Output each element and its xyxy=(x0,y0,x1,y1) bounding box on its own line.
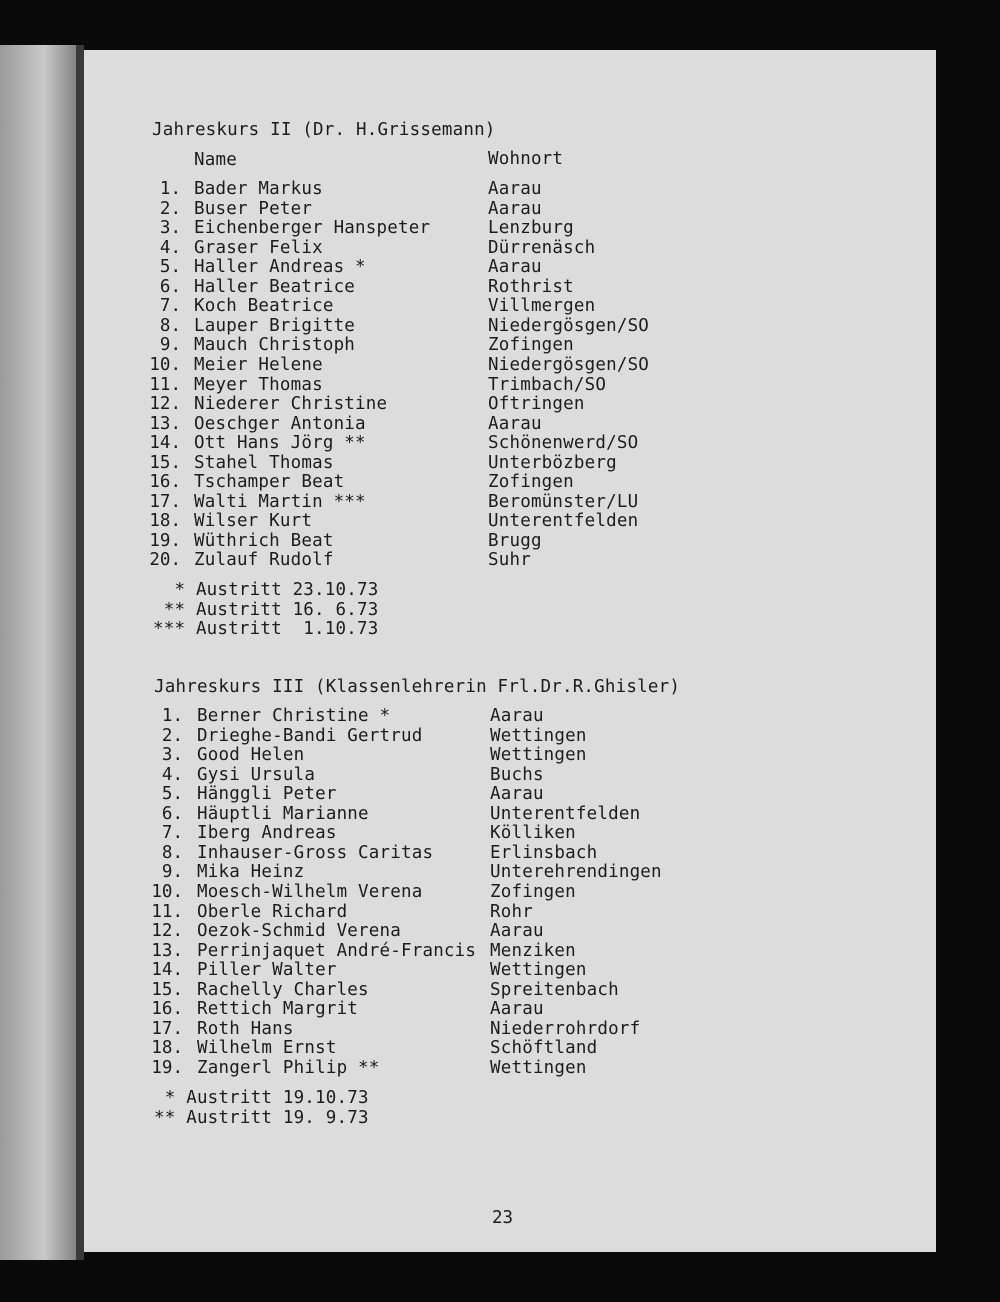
student-name: Wüthrich Beat xyxy=(194,530,334,551)
row-number: 20. xyxy=(149,550,181,571)
student-name: Good Helen xyxy=(197,745,305,766)
student-name: Haller Beatrice xyxy=(194,276,356,297)
row-number: 18. xyxy=(151,1038,183,1059)
student-residence: Zofingen xyxy=(488,335,574,356)
student-residence: Brugg xyxy=(488,530,542,551)
row-number: 11. xyxy=(151,901,183,922)
column-header-name: Name xyxy=(194,150,237,170)
student-name: Inhauser-Gross Caritas xyxy=(197,842,434,863)
student-residence: Zofingen xyxy=(490,881,576,902)
row-number: 19. xyxy=(151,1057,183,1078)
student-residence: Unterentfelden xyxy=(490,803,641,824)
student-residence: Aarau xyxy=(488,257,542,278)
student-name: Haller Andreas * xyxy=(194,257,366,278)
student-name: Mauch Christoph xyxy=(194,335,356,356)
row-number: 13. xyxy=(151,940,183,961)
student-name: Koch Beatrice xyxy=(194,296,334,317)
student-name: Wilser Kurt xyxy=(194,511,313,532)
row-number: 9. xyxy=(159,335,181,356)
student-name: Wilhelm Ernst xyxy=(197,1038,337,1059)
student-name: Drieghe-Bandi Gertrud xyxy=(197,725,423,746)
student-residence: Aarau xyxy=(490,999,544,1020)
student-name: Perrinjaquet André-Francis xyxy=(197,940,477,961)
student-residence: Wettingen xyxy=(490,960,587,981)
student-residence: Zofingen xyxy=(488,472,574,493)
student-residence: Aarau xyxy=(488,198,542,219)
student-residence: Niedergösgen/SO xyxy=(488,315,650,336)
row-number: 2. xyxy=(161,725,183,746)
student-name: Zangerl Philip ** xyxy=(197,1057,380,1078)
row-number: 4. xyxy=(159,237,181,258)
student-residence: Spreitenbach xyxy=(490,979,619,1000)
student-name: Buser Peter xyxy=(194,198,313,219)
footnote: ** Austritt 19. 9.73 xyxy=(154,1107,369,1128)
student-residence: Wettingen xyxy=(490,1057,587,1078)
student-name: Oezok-Schmid Verena xyxy=(197,921,401,942)
row-number: 17. xyxy=(151,1018,183,1039)
student-name: Walti Martin *** xyxy=(194,491,366,512)
student-name: Eichenberger Hanspeter xyxy=(194,218,431,239)
row-number: 14. xyxy=(151,960,183,981)
student-name: Meier Helene xyxy=(194,354,323,375)
student-residence: Unterentfelden xyxy=(488,511,639,532)
section2-title: Jahreskurs III (Klassenlehrerin Frl.Dr.R.Ghisler) xyxy=(154,677,681,697)
row-number: 2. xyxy=(159,198,181,219)
student-name: Ott Hans Jörg ** xyxy=(194,433,366,454)
student-name: Zulauf Rudolf xyxy=(194,550,334,571)
student-residence: Rohr xyxy=(490,901,533,922)
student-name: Piller Walter xyxy=(197,960,337,981)
student-name: Rettich Margrit xyxy=(197,999,359,1020)
student-residence: Wettingen xyxy=(490,745,587,766)
row-number: 1. xyxy=(161,706,183,726)
student-name: Moesch-Wilhelm Verena xyxy=(197,881,423,902)
student-name: Lauper Brigitte xyxy=(194,315,356,336)
student-name: Roth Hans xyxy=(197,1018,294,1039)
student-residence: Niederrohrdorf xyxy=(490,1018,641,1039)
row-number: 12. xyxy=(151,921,183,942)
student-residence: Aarau xyxy=(488,413,542,434)
row-number: 6. xyxy=(161,803,183,824)
student-name: Oberle Richard xyxy=(197,901,348,922)
footnote: ** Austritt 16. 6.73 xyxy=(153,599,379,620)
row-number: 3. xyxy=(159,218,181,239)
document-page xyxy=(84,50,936,1252)
row-number: 4. xyxy=(161,764,183,785)
student-residence: Rothrist xyxy=(488,276,574,297)
row-number: 5. xyxy=(161,784,183,805)
student-name: Häuptli Marianne xyxy=(197,803,369,824)
row-number: 16. xyxy=(151,999,183,1020)
row-number: 18. xyxy=(149,511,181,532)
row-number: 7. xyxy=(161,823,183,844)
student-residence: Aarau xyxy=(490,784,544,805)
student-name: Tschamper Beat xyxy=(194,472,345,493)
student-residence: Aarau xyxy=(490,706,544,726)
student-residence: Beromünster/LU xyxy=(488,491,639,512)
row-number: 6. xyxy=(159,276,181,297)
student-residence: Unterbözberg xyxy=(488,452,617,473)
student-name: Iberg Andreas xyxy=(197,823,337,844)
student-residence: Oftringen xyxy=(488,394,585,415)
row-number: 7. xyxy=(159,296,181,317)
student-name: Berner Christine * xyxy=(197,706,391,726)
student-residence: Aarau xyxy=(490,921,544,942)
row-number: 16. xyxy=(149,472,181,493)
student-residence: Erlinsbach xyxy=(490,842,598,863)
row-number: 10. xyxy=(151,881,183,902)
row-number: 15. xyxy=(149,452,181,473)
footnote: *** Austritt 1.10.73 xyxy=(153,619,379,639)
section1-title: Jahreskurs II (Dr. H.Grissemann) xyxy=(152,120,496,140)
row-number: 13. xyxy=(149,413,181,434)
student-residence: Unterehrendingen xyxy=(490,862,662,883)
row-number: 15. xyxy=(151,979,183,1000)
student-name: Bader Markus xyxy=(194,179,323,199)
student-residence: Aarau xyxy=(488,179,542,199)
row-number: 11. xyxy=(149,374,181,395)
student-residence: Trimbach/SO xyxy=(488,374,607,395)
student-name: Hänggli Peter xyxy=(197,784,337,805)
student-residence: Suhr xyxy=(488,550,531,571)
row-number: 1. xyxy=(159,179,181,199)
footnote: * Austritt 19.10.73 xyxy=(154,1088,369,1108)
row-number: 3. xyxy=(161,745,183,766)
student-name: Gysi Ursula xyxy=(197,764,316,785)
row-number: 8. xyxy=(159,315,181,336)
student-residence: Schönenwerd/SO xyxy=(488,433,639,454)
row-number: 5. xyxy=(159,257,181,278)
row-number: 17. xyxy=(149,491,181,512)
student-residence: Lenzburg xyxy=(488,218,574,239)
row-number: 8. xyxy=(161,842,183,863)
row-number: 12. xyxy=(149,394,181,415)
student-name: Niederer Christine xyxy=(194,394,388,415)
student-residence: Menziken xyxy=(490,940,576,961)
student-name: Meyer Thomas xyxy=(194,374,323,395)
student-name: Graser Felix xyxy=(194,237,323,258)
page-number: 23 xyxy=(492,1208,514,1228)
row-number: 14. xyxy=(149,433,181,454)
student-residence: Villmergen xyxy=(488,296,596,317)
row-number: 10. xyxy=(149,354,181,375)
column-header-place: Wohnort xyxy=(488,149,564,169)
student-residence: Kölliken xyxy=(490,823,576,844)
row-number: 9. xyxy=(161,862,183,883)
student-residence: Dürrenäsch xyxy=(488,237,596,258)
student-residence: Wettingen xyxy=(490,725,587,746)
footnote: * Austritt 23.10.73 xyxy=(153,580,379,600)
student-residence: Buchs xyxy=(490,764,544,785)
student-residence: Niedergösgen/SO xyxy=(488,354,650,375)
row-number: 19. xyxy=(149,530,181,551)
left-page-edge xyxy=(0,45,80,1260)
book-spine xyxy=(76,45,84,1260)
student-name: Oeschger Antonia xyxy=(194,413,366,434)
student-name: Rachelly Charles xyxy=(197,979,369,1000)
student-name: Mika Heinz xyxy=(197,862,305,883)
student-residence: Schöftland xyxy=(490,1038,598,1059)
student-name: Stahel Thomas xyxy=(194,452,334,473)
